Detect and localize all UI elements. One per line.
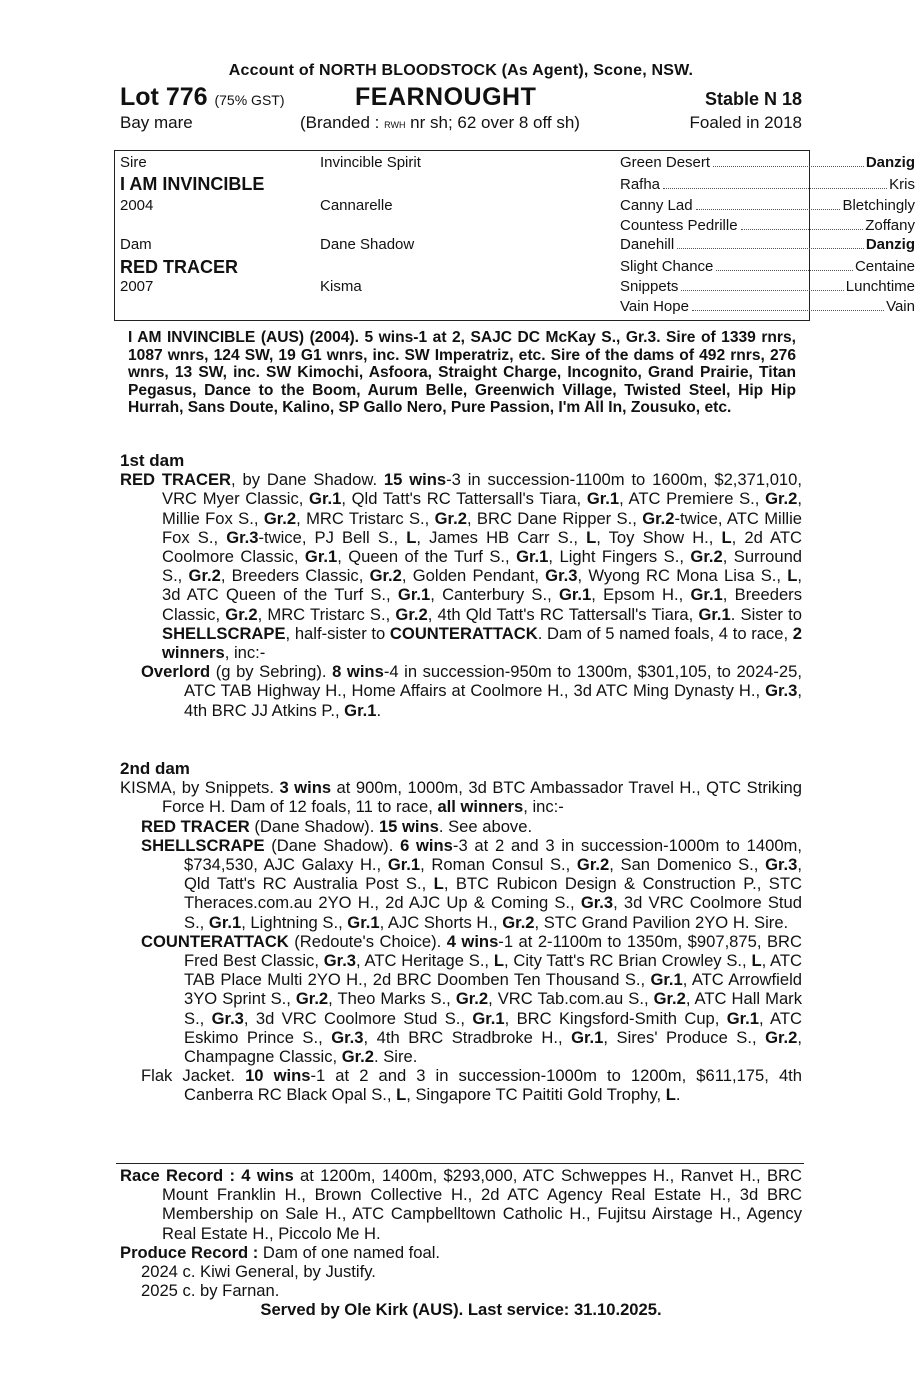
leader-dots	[713, 166, 864, 167]
sire-label: Sire	[120, 154, 147, 171]
produce-item: 2024 c. Kiwi General, by Justify.	[141, 1262, 376, 1282]
catalogue-header	[120, 62, 802, 137]
gen3-entry	[620, 154, 915, 171]
dam-sire: Dane Shadow	[320, 236, 415, 253]
gen3-entry	[620, 278, 915, 295]
leader-dots	[696, 209, 841, 210]
gen3-horse: Countess Pedrille	[620, 217, 738, 234]
gen3-sire: Vain	[886, 298, 915, 315]
pedigree-table	[114, 150, 915, 321]
dam-year: 2007	[120, 278, 154, 295]
sire-name: I AM INVINCIBLE	[120, 174, 265, 194]
gen3-sire: Lunchtime	[845, 278, 915, 295]
first-dam-entry: RED TRACER, by Dane Shadow. 15 wins-3 in succession-1100m to 1600m, $2,371,010, VRC Myer Classic, Gr.1, Qld Tatt's RC Tattersall's Tiara, Gr.1, ATC Premiere S., Gr.2, Millie Fox S., Gr.2, MRC Tristarc S., Gr.2, BRC Dane Ripper S., Gr.2-twice, ATC Millie Fox S., Gr.3-twice, PJ Bell S., L, James HB Carr S., L, Toy Show H., L, 2d ATC Coolmore Classic, Gr.1, Queen of the Turf S., Gr.1, Light Fingers S., Gr.2, Surround S., Gr.2, Breeders Classic, Gr.2, Golden Pendant, Gr.3, Wyong RC Mona Lisa S., L, 3d ATC Queen of the Turf S., Gr.1, Canterbury S., Gr.1, Epsom H., Gr.1, Breeders Classic, Gr.2, MRC Tristarc S., Gr.2, 4th Qld Tatt's RC Tattersall's Tiara, Gr.1. Sister to SHELLSCRAPE, half-sister to COUNTERATTACK. Dam of 5 named foals, 4 to race, 2 winners, inc:-	[120, 470, 803, 663]
gst-note: (75% GST)	[214, 92, 285, 108]
gen3-horse: Snippets	[620, 278, 679, 295]
first-dam-progeny: Overlord (g by Sebring). 8 wins-4 in succession-950m to 1300m, $301,105, to 2024-25, ATC TAB Highway H., Home Affairs at Coolmore H., 3d ATC Ming Dynasty H., Gr.3, 4th BRC JJ Atkins P., Gr.1.	[141, 662, 803, 720]
gen3-entry	[620, 197, 915, 214]
sex-colour: Bay mare	[120, 113, 193, 132]
gen3-sire: Kris	[889, 176, 915, 193]
second-dam-progeny-2: SHELLSCRAPE (Dane Shadow). 6 wins-3 at 2 and 3 in succession-1000m to 1400m, $734,530, AJC Galaxy H., Gr.1, Roman Consul S., Gr.2, San Domenico S., Gr.3, Qld Tatt's RC Australia Post S., L, BTC Rubicon Design & Construction P., STC Theraces.com.au 2YO H., 2d AJC Up & Coming S., Gr.3, 3d VRC Coolmore Stud S., Gr.1, Lightning S., Gr.1, AJC Shorts H., Gr.2, STC Grand Pavilion 2YO H. Sire.	[141, 835, 802, 932]
gen3-entry	[620, 236, 915, 253]
gen3-sire: Danzig	[865, 154, 915, 171]
first-dam-section	[120, 451, 802, 720]
race-record: Race Record : 4 wins at 1200m, 1400m, $293,000, ATC Schweppes H., Ranvet H., BRC Mount Franklin H., Brown Collective H., 2d ATC Agency Real Estate H., 3d BRC Membership on Sale H., ATC Campbelltown Catholic H., Fujitsu Airstage H., Agency Real Estate H., Piccolo Me H.	[120, 1166, 802, 1243]
records-section	[120, 1166, 802, 1320]
sire-sire: Invincible Spirit	[320, 154, 421, 171]
leader-dots	[681, 290, 843, 291]
produce-item: 2025 c. by Farnan.	[141, 1281, 280, 1301]
gen3-horse: Green Desert	[620, 154, 711, 171]
second-dam-progeny-4: Flak Jacket. 10 wins-1 at 2 and 3 in succession-1000m to 1200m, $611,175, 4th Canberra RC Black Opal S., L, Singapore TC Paititi Gold Trophy, L.	[141, 1066, 803, 1105]
leader-dots	[692, 310, 884, 311]
dam-dam: Kisma	[320, 278, 362, 295]
second-dam-section	[120, 759, 802, 1105]
sire-dam: Cannarelle	[320, 197, 393, 214]
produce-record: Produce Record : Dam of one named foal.	[120, 1242, 441, 1262]
description-row	[120, 113, 802, 137]
gen3-horse: Rafha	[620, 176, 661, 193]
served-note: Served by Ole Kirk (AUS). Last service: 31.10.2025.	[260, 1300, 662, 1320]
first-dam-heading: 1st dam	[120, 451, 185, 470]
lot-number	[120, 83, 285, 112]
gen3-sire: Zoffany	[865, 217, 915, 234]
gen3-horse: Canny Lad	[620, 197, 693, 214]
produce-record-label: Produce Record :	[120, 1242, 263, 1262]
dam-label: Dam	[120, 236, 152, 253]
sire-year: 2004	[120, 197, 154, 214]
vendor-account: Account of NORTH BLOODSTOCK (As Agent), Scone, NSW.	[228, 62, 694, 79]
leader-dots	[663, 188, 887, 189]
gen3-entry	[620, 217, 915, 234]
dam-name: RED TRACER	[120, 257, 239, 277]
gen3-horse: Slight Chance	[620, 258, 714, 275]
gen3-horse: Danehill	[620, 236, 675, 253]
leader-dots	[677, 248, 864, 249]
lot-row	[120, 83, 802, 113]
leader-dots	[741, 229, 864, 230]
horse-name: FEARNOUGHT	[355, 83, 537, 111]
race-record-label: Race Record : 4 wins	[120, 1166, 294, 1185]
sire-summary: I AM INVINCIBLE (AUS) (2004). 5 wins-1 at 2, SAJC DC McKay S., Gr.3. Sire of 1339 rnrs, 1087 wnrs, 124 SW, 19 G1 wnrs, inc. SW Imperatriz, etc. Sire of the dams of 492 rnrs, 276 wnrs, 13 SW, inc. SW Kimochi, Asfoora, Straight Charge, Incognito, Grand Prairie, Titan Pegasus, Dance to the Boom, Aurum Belle, Greenwich Village, Twisted Steel, Hip Hip Hurrah, Sans Doute, Kalino, SP Gallo Nero, Pure Passion, I'm All In, Zousuko, etc.	[128, 329, 796, 416]
leader-dots	[716, 270, 853, 271]
gen3-entry	[620, 298, 915, 315]
second-dam-heading: 2nd dam	[120, 759, 190, 778]
stable-location: Stable N 18	[704, 89, 802, 109]
gen3-entry	[620, 258, 915, 275]
foaled-year: Foaled in 2018	[689, 113, 802, 132]
section-divider	[116, 1163, 804, 1164]
dam-name: RED TRACER	[120, 470, 232, 490]
second-dam-progeny-1: RED TRACER (Dane Shadow). 15 wins. See above.	[141, 816, 533, 836]
lot-label: Lot 776	[120, 83, 208, 111]
gen3-horse: Vain Hope	[620, 298, 689, 315]
brand-mark: RWH	[384, 120, 406, 130]
second-dam-entry: KISMA, by Snippets. 3 wins at 900m, 1000m, 3d BTC Ambassador Travel H., QTC Striking Force H. Dam of 12 foals, 11 to race, all winners, inc:-	[120, 778, 802, 817]
gen3-entry	[620, 176, 915, 193]
gen3-sire: Danzig	[865, 236, 915, 253]
brand-info: (Branded : RWH nr sh; 62 over 8 off sh)	[300, 113, 580, 132]
gen3-sire: Bletchingly	[842, 197, 915, 214]
second-dam-progeny-3: COUNTERATTACK (Redoute's Choice). 4 wins-1 at 2-1100m to 1350m, $907,875, BRC Fred Best Classic, Gr.3, ATC Heritage S., L, City Tatt's RC Brian Crowley S., L, ATC TAB Place Multi 2YO H., 2d BRC Doomben Ten Thousand S., Gr.1, ATC Arrowfield 3YO Sprint S., Gr.2, Theo Marks S., Gr.2, VRC Tab.com.au S., Gr.2, ATC Hall Mark S., Gr.3, 3d VRC Coolmore Stud S., Gr.1, BRC Kingsford-Smith Cup, Gr.1, ATC Eskimo Prince S., Gr.3, 4th BRC Stradbroke H., Gr.1, Sires' Produce S., Gr.2, Champagne Classic, Gr.2. Sire.	[141, 931, 803, 1067]
gen3-sire: Centaine	[854, 258, 915, 275]
